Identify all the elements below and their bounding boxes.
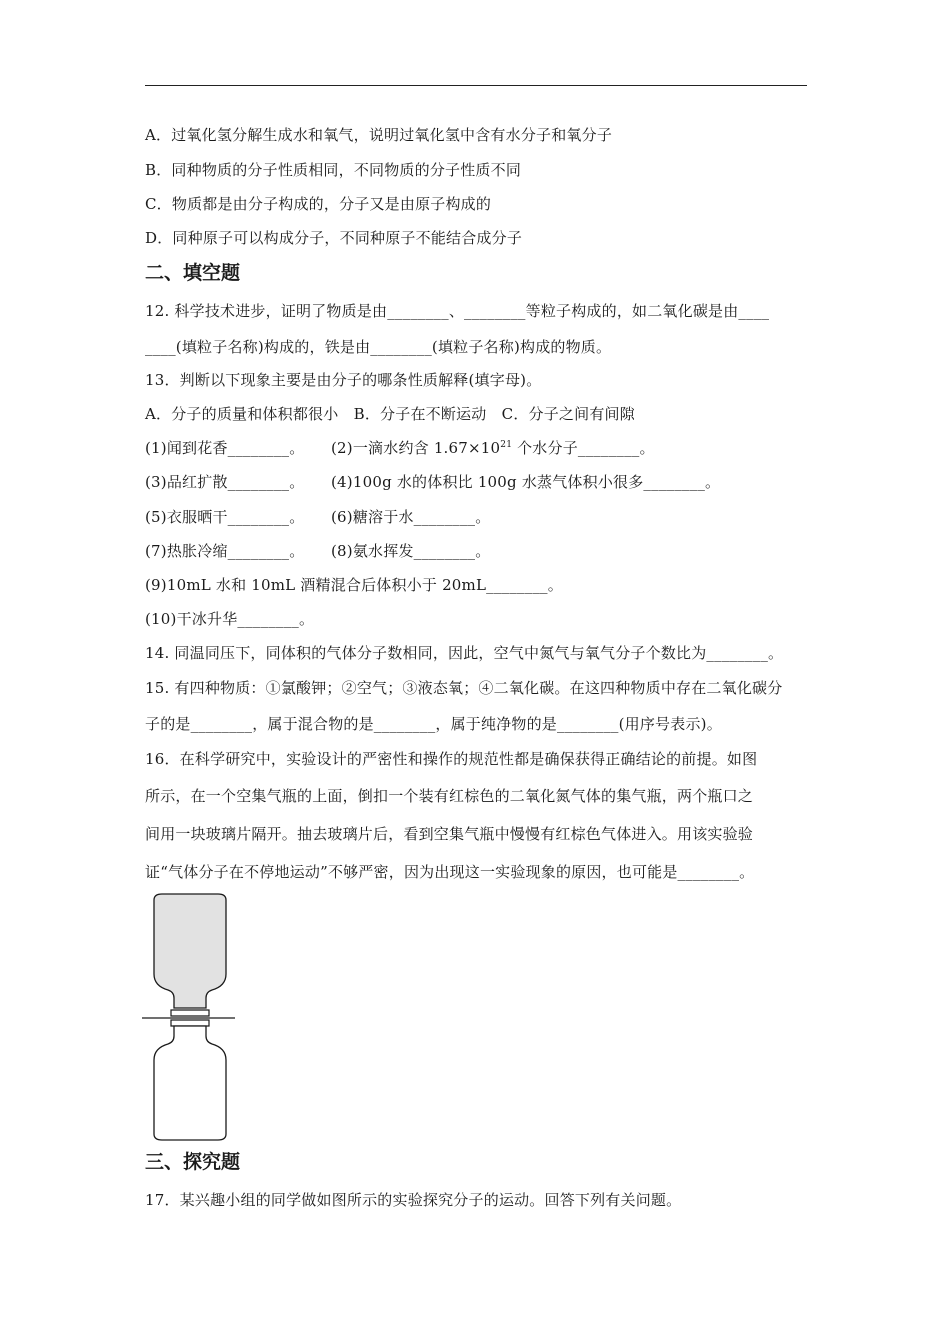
q11-option-a: A．过氧化氢分解生成水和氧气，说明过氧化氢中含有水分子和氧分子: [145, 126, 613, 144]
lower-bottle-ring: [171, 1020, 209, 1026]
q13-item-8: (8)氨水挥发________。: [331, 542, 491, 560]
q11-option-c: C．物质都是由分子构成的，分子又是由原子构成的: [145, 195, 492, 213]
q13-item-10: (10)干冰升华________。: [145, 610, 315, 628]
q14: 14. 同温同压下，同体积的气体分子数相同，因此，空气中氮气与氧气分子个数比为________。: [145, 644, 784, 662]
q13-item-3: (3)品红扩散________。: [145, 473, 305, 491]
q16-line3: 间用一块玻璃片隔开。抽去玻璃片后，看到空集气瓶中慢慢有红棕色气体进入。用该实验验: [145, 825, 754, 843]
section3-title: 三、探究题: [145, 1151, 241, 1173]
upper-gas-bottle: [154, 894, 226, 1008]
upper-bottle-ring: [171, 1010, 209, 1016]
q16-line1: 16．在科学研究中，实验设计的严密性和操作的规范性都是确保获得正确结论的前提。如图: [145, 750, 758, 768]
q11-option-b: B．同种物质的分子性质相同，不同物质的分子性质不同: [145, 161, 522, 179]
q16-line4: 证“气体分子在不停地运动”不够严密，因为出现这一实验现象的原因，也可能是________。: [145, 863, 755, 881]
q17: 17．某兴趣小组的同学做如图所示的实验探究分子的运动。回答下列有关问题。: [145, 1191, 682, 1209]
q13-choices: A．分子的质量和体积都很小 B．分子在不断运动 C．分子之间有间隙: [145, 405, 635, 423]
header-rule: [145, 85, 807, 86]
q16-line2: 所示，在一个空集气瓶的上面，倒扣一个装有红棕色的二氧化氮气体的集气瓶，两个瓶口之: [145, 787, 754, 805]
q12-line1: 12. 科学技术进步，证明了物质是由________、________等粒子构成的，如二氧化碳是由____: [145, 302, 770, 320]
gas-bottles-figure: [140, 890, 245, 1145]
q13-item-7: (7)热胀冷缩________。: [145, 542, 305, 560]
q11-option-d: D．同种原子可以构成分子，不同种原子不能结合成分子: [145, 229, 523, 247]
q13-item-4: (4)100g 水的体积比 100g 水蒸气体积小很多________。: [331, 473, 721, 491]
lower-empty-bottle: [154, 1026, 226, 1140]
q12-line2: ____(填粒子名称)构成的，铁是由________(填粒子名称)构成的物质。: [145, 338, 612, 356]
q13-item-1: (1)闻到花香________。: [145, 439, 305, 457]
q13-item-5: (5)衣服晒干________。: [145, 508, 305, 526]
q13-item-9: (9)10mL 水和 10mL 酒精混合后体积小于 20mL________。: [145, 576, 563, 594]
q15-line2: 子的是________，属于混合物的是________，属于纯净物的是________(用序号表示)。: [145, 715, 722, 733]
q13-item-2: (2)一滴水约含 $1.67\times 10^{21}$ 个水分子________。: [331, 439, 655, 457]
q13-stem: 13．判断以下现象主要是由分子的哪条性质解释(填字母)。: [145, 371, 542, 389]
q15-line1: 15. 有四种物质：①氯酸钾；②空气；③液态氧；④二氧化碳。在这四种物质中存在二氧化碳分: [145, 679, 783, 697]
q13-item-6: (6)糖溶于水________。: [331, 508, 491, 526]
section2-title: 二、填空题: [145, 262, 241, 284]
